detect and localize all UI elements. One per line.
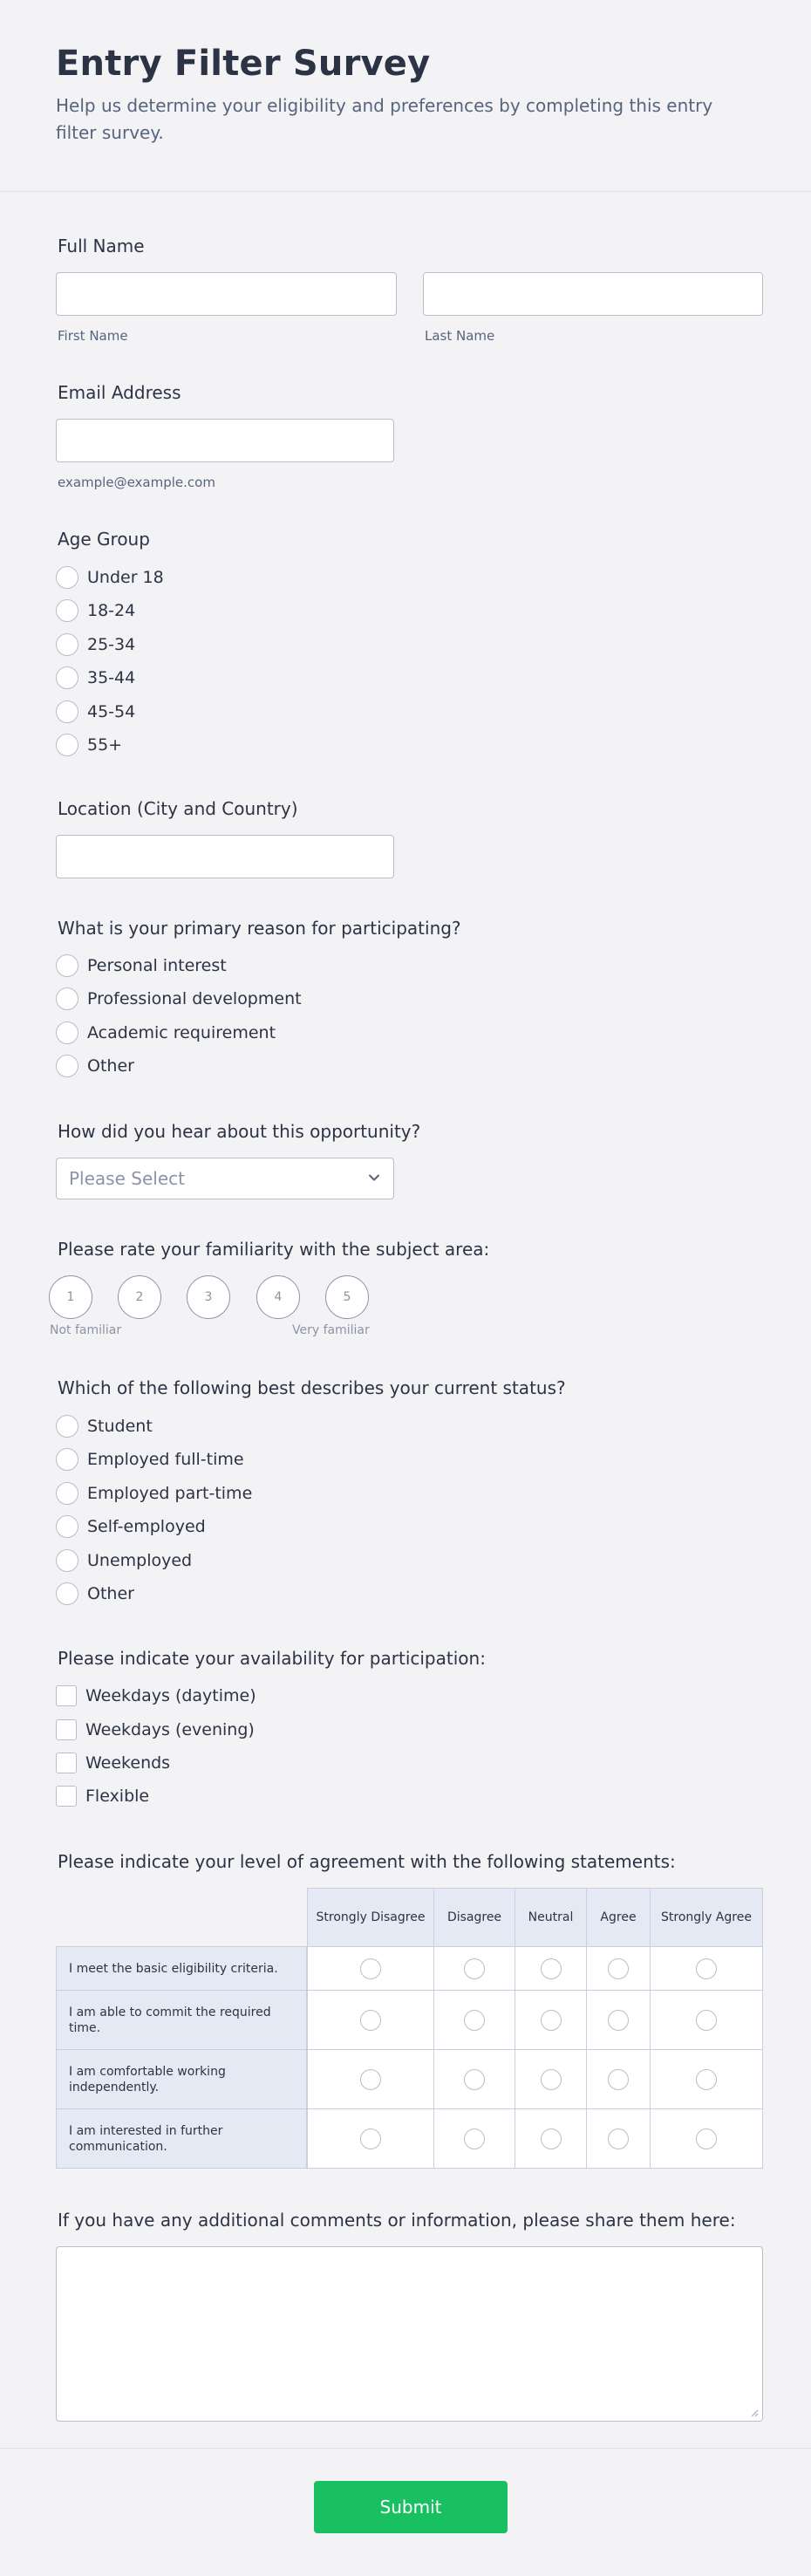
status-option[interactable] <box>56 1480 252 1507</box>
scale-high-label: Very familiar <box>292 1323 370 1337</box>
email-input[interactable] <box>56 419 394 462</box>
option-label: 25-34 <box>87 635 136 654</box>
option-label: Unemployed <box>87 1551 193 1570</box>
radio-button[interactable] <box>56 734 78 756</box>
age-option[interactable] <box>56 564 164 591</box>
full-name-label: Full Name <box>58 236 145 256</box>
radio-button[interactable] <box>56 1022 78 1044</box>
radio-button[interactable] <box>608 2010 629 2031</box>
matrix-column-header: Neutral <box>515 1888 587 1947</box>
scale-option-1[interactable]: 1 <box>49 1275 92 1319</box>
email-label: Email Address <box>58 382 181 403</box>
option-label: 45-54 <box>87 702 136 721</box>
radio-button[interactable] <box>360 2069 381 2090</box>
age-option[interactable] <box>56 699 135 725</box>
availability-option[interactable] <box>56 1750 170 1776</box>
matrix-column-header: Disagree <box>433 1888 515 1947</box>
submit-button[interactable]: Submit <box>314 2481 508 2533</box>
matrix-cell[interactable] <box>586 2049 651 2109</box>
reason-option[interactable] <box>56 1020 276 1046</box>
radio-button[interactable] <box>56 700 78 723</box>
radio-button[interactable] <box>696 2128 717 2149</box>
radio-button[interactable] <box>360 1958 381 1979</box>
matrix-cell[interactable] <box>650 1946 763 1991</box>
option-label: 18-24 <box>87 601 136 620</box>
status-label: Which of the following best describes your current status? <box>58 1377 566 1398</box>
radio-button[interactable] <box>56 1415 78 1438</box>
radio-button[interactable] <box>56 599 78 622</box>
comments-textarea[interactable] <box>56 2246 763 2422</box>
status-option[interactable] <box>56 1513 206 1540</box>
radio-button[interactable] <box>56 1482 78 1505</box>
age-option[interactable] <box>56 598 135 624</box>
matrix-column-header: Strongly Agree <box>650 1888 763 1947</box>
radio-button[interactable] <box>56 987 78 1010</box>
option-label: Personal interest <box>87 956 227 975</box>
option-label: Flexible <box>85 1787 150 1806</box>
matrix-cell[interactable] <box>433 2108 515 2169</box>
first-name-sublabel: First Name <box>58 328 128 344</box>
availability-option[interactable] <box>56 1717 255 1743</box>
option-label: Other <box>87 1584 134 1603</box>
matrix-cell[interactable] <box>307 1946 434 1991</box>
radio-button[interactable] <box>56 954 78 977</box>
checkbox[interactable] <box>56 1719 77 1740</box>
agreement-label: Please indicate your level of agreement with the following statements: <box>58 1851 676 1872</box>
scale-option-3[interactable]: 3 <box>187 1275 230 1319</box>
matrix-cell[interactable] <box>515 2049 587 2109</box>
radio-button[interactable] <box>56 566 78 589</box>
matrix-row-label: I am comfortable working independently. <box>56 2049 307 2109</box>
age-group-label: Age Group <box>58 529 150 550</box>
radio-button[interactable] <box>56 1055 78 1077</box>
checkbox[interactable] <box>56 1786 77 1807</box>
status-option[interactable] <box>56 1581 134 1607</box>
radio-button[interactable] <box>464 2128 485 2149</box>
location-input[interactable] <box>56 835 394 878</box>
option-label: Weekends <box>85 1753 171 1773</box>
option-label: Other <box>87 1056 134 1076</box>
matrix-cell[interactable] <box>307 1990 434 2050</box>
matrix-cell[interactable] <box>307 2108 434 2169</box>
option-label: Student <box>87 1417 153 1436</box>
radio-button[interactable] <box>56 1448 78 1471</box>
matrix-cell[interactable] <box>433 2049 515 2109</box>
radio-button[interactable] <box>541 2069 562 2090</box>
radio-button[interactable] <box>541 2128 562 2149</box>
radio-button[interactable] <box>464 2069 485 2090</box>
scale-low-label: Not familiar <box>50 1323 122 1337</box>
heard-label: How did you hear about this opportunity? <box>58 1121 421 1142</box>
footer-divider <box>0 2448 811 2449</box>
radio-button[interactable] <box>360 2010 381 2031</box>
matrix-column-header: Strongly Disagree <box>307 1888 434 1947</box>
matrix-cell[interactable] <box>650 2049 763 2109</box>
availability-label: Please indicate your availability for participation: <box>58 1648 486 1669</box>
matrix-cell[interactable] <box>586 1990 651 2050</box>
age-option[interactable] <box>56 632 135 658</box>
familiarity-label: Please rate your familiarity with the subject area: <box>58 1239 490 1260</box>
radio-button[interactable] <box>541 1958 562 1979</box>
radio-button[interactable] <box>696 1958 717 1979</box>
radio-button[interactable] <box>56 633 78 656</box>
reason-option[interactable] <box>56 1053 134 1079</box>
resize-handle-icon[interactable] <box>750 2409 759 2417</box>
option-label: Academic requirement <box>87 1023 276 1042</box>
matrix-row-label: I meet the basic eligibility criteria. <box>56 1946 307 1991</box>
matrix-cell[interactable] <box>515 2108 587 2169</box>
radio-button[interactable] <box>608 2128 629 2149</box>
status-option[interactable] <box>56 1548 192 1574</box>
option-label: Weekdays (daytime) <box>85 1686 256 1705</box>
option-label: 35-44 <box>87 668 136 687</box>
heard-select[interactable] <box>56 1158 394 1199</box>
matrix-cell[interactable] <box>586 1946 651 1991</box>
radio-button[interactable] <box>56 666 78 689</box>
option-label: Self-employed <box>87 1517 206 1536</box>
last-name-input[interactable] <box>423 272 763 316</box>
radio-button[interactable] <box>56 1515 78 1538</box>
matrix-cell[interactable] <box>433 1990 515 2050</box>
select-placeholder: Please Select <box>69 1168 185 1189</box>
scale-option-5[interactable]: 5 <box>325 1275 369 1319</box>
radio-button[interactable] <box>608 2069 629 2090</box>
radio-button[interactable] <box>464 2010 485 2031</box>
radio-button[interactable] <box>464 1958 485 1979</box>
option-label: 55+ <box>87 735 123 755</box>
scale-option-4[interactable]: 4 <box>256 1275 300 1319</box>
matrix-cell[interactable] <box>433 1946 515 1991</box>
first-name-input[interactable] <box>56 272 397 316</box>
status-option[interactable] <box>56 1446 244 1472</box>
page-title: Entry Filter Survey <box>56 44 431 84</box>
checkbox[interactable] <box>56 1753 77 1773</box>
chevron-down-icon <box>365 1169 383 1186</box>
matrix-cell[interactable] <box>307 2049 434 2109</box>
comments-label: If you have any additional comments or information, please share them here: <box>58 2210 736 2231</box>
age-option[interactable] <box>56 665 135 691</box>
matrix-row-label: I am interested in further communication. <box>56 2108 307 2169</box>
matrix-cell[interactable] <box>515 1990 587 2050</box>
matrix-cell[interactable] <box>586 2108 651 2169</box>
option-label: Professional development <box>87 989 302 1008</box>
availability-option[interactable] <box>56 1783 149 1809</box>
form-header <box>0 0 811 192</box>
radio-button[interactable] <box>56 1582 78 1605</box>
age-option[interactable] <box>56 732 122 758</box>
page-description: Help us determine your eligibility and preferences by completing this entry filter survey. <box>56 95 713 143</box>
checkbox[interactable] <box>56 1685 77 1706</box>
matrix-column-header: Agree <box>586 1888 651 1947</box>
radio-button[interactable] <box>56 1549 78 1572</box>
reason-option[interactable] <box>56 953 227 979</box>
radio-button[interactable] <box>360 2128 381 2149</box>
last-name-sublabel: Last Name <box>425 328 495 344</box>
matrix-row-label: I am able to commit the required time. <box>56 1990 307 2050</box>
reason-option[interactable] <box>56 986 302 1012</box>
availability-option[interactable] <box>56 1683 256 1709</box>
scale-option-2[interactable]: 2 <box>118 1275 161 1319</box>
location-label: Location (City and Country) <box>58 798 298 819</box>
option-label: Weekdays (evening) <box>85 1720 255 1739</box>
reason-label: What is your primary reason for participating? <box>58 918 461 939</box>
radio-button[interactable] <box>541 2010 562 2031</box>
status-option[interactable] <box>56 1413 153 1439</box>
option-label: Under 18 <box>87 568 164 587</box>
email-sublabel: example@example.com <box>58 475 215 490</box>
option-label: Employed part-time <box>87 1484 253 1503</box>
radio-button[interactable] <box>696 2069 717 2090</box>
matrix-cell[interactable] <box>650 1990 763 2050</box>
radio-button[interactable] <box>608 1958 629 1979</box>
matrix-cell[interactable] <box>650 2108 763 2169</box>
radio-button[interactable] <box>696 2010 717 2031</box>
option-label: Employed full-time <box>87 1450 244 1469</box>
matrix-cell[interactable] <box>515 1946 587 1991</box>
